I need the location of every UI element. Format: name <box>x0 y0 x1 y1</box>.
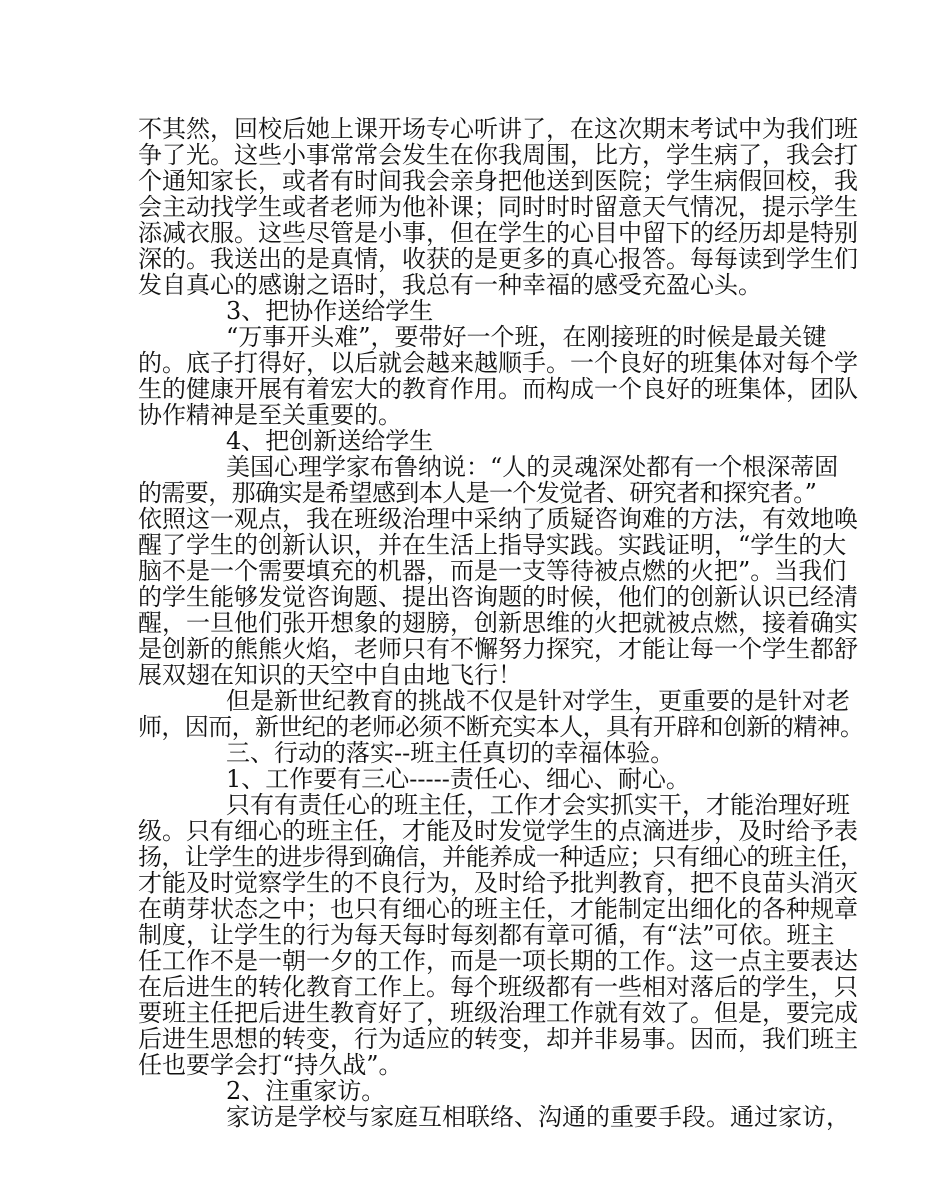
text-line: 依照这一观点，我在班级治理中采纳了质疑咨询难的方法，有效地唤 <box>138 505 858 533</box>
subsection-heading: 1、工作要有三心-----责任心、细心、耐心。 <box>226 765 690 793</box>
text-line: 不其然，回校后她上课开场专心听讲了，在这次期末考试中为我们班 <box>138 115 858 143</box>
text-line: 才能及时觉察学生的不良行为，及时给予批判教育，把不良苗头消灭 <box>138 869 858 897</box>
text-line: 生的健康开展有着宏大的教育作用。而构成一个良好的班集体，团队 <box>138 375 858 403</box>
text-line: 制度，让学生的行为每天每时每刻都有章可循，有“法”可依。班主 <box>138 921 835 949</box>
text-line: 深的。我送出的是真情，收获的是更多的真心报答。每每读到学生们 <box>138 245 858 273</box>
text-line: 脑不是一个需要填充的机器，而是一支等待被点燃的火把”。当我们 <box>138 557 847 585</box>
paragraph-start: 美国心理学家布鲁纳说：“人的灵魂深处都有一个根深蒂固 <box>226 453 839 481</box>
paragraph-start: 但是新世纪教育的挑战不仅是针对学生，更重要的是针对老 <box>226 687 850 715</box>
text-line: 的需要，那确实是希望感到本人是一个发觉者、研究者和探究者。” <box>138 479 817 507</box>
text-line: 任工作不是一朝一夕的工作，而是一项长期的工作。这一点主要表达 <box>138 947 858 975</box>
paragraph-start: “万事开头难”，要带好一个班，在刚接班的时候是最关键 <box>226 323 827 351</box>
section-heading: 4、把创新送给学生 <box>226 427 434 455</box>
text-line: 后进生思想的转变，行为适应的转变，却并非易事。因而，我们班主 <box>138 1025 858 1053</box>
text-line: 的学生能够发觉咨询题、提出咨询题的时候，他们的创新认识已经清 <box>138 583 858 611</box>
text-line: 是创新的熊熊火焰，老师只有不懈努力探究，才能让每一个学生都舒 <box>138 635 858 663</box>
paragraph-start: 只有有责任心的班主任，工作才会实抓实干，才能治理好班 <box>226 791 850 819</box>
text-line: 展双翅在知识的天空中自由地飞行！ <box>138 661 522 689</box>
subsection-heading: 2、注重家访。 <box>226 1077 386 1105</box>
text-line: 醒了学生的创新认识，并在生活上指导实践。实践证明，“学生的大 <box>138 531 847 559</box>
text-line: 醒，一旦他们张开想象的翅膀，创新思维的火把就被点燃，接着确实 <box>138 609 858 637</box>
paragraph-start: 家访是学校与家庭互相联络、沟通的重要手段。通过家访， <box>226 1103 850 1131</box>
document-body <box>138 115 864 1131</box>
section-heading: 3、把协作送给学生 <box>226 297 434 325</box>
section-heading: 三、行动的落实--班主任真切的幸福体验。 <box>226 739 675 767</box>
text-line: 协作精神是至关重要的。 <box>138 401 402 429</box>
text-line: 发自真心的感谢之语时，我总有一种幸福的感受充盈心头。 <box>138 271 762 299</box>
text-line: 在萌芽状态之中；也只有细心的班主任，才能制定出细化的各种规章 <box>138 895 858 923</box>
text-line: 师，因而，新世纪的老师必须不断充实本人，具有开辟和创新的精神。 <box>138 713 864 741</box>
text-line: 添减衣服。这些尽管是小事，但在学生的心目中留下的经历却是特别 <box>138 219 858 247</box>
text-line: 个通知家长，或者有时间我会亲身把他送到医院；学生病假回校，我 <box>138 167 858 195</box>
text-line: 级。只有细心的班主任，才能及时发觉学生的点滴进步，及时给予表 <box>138 817 858 845</box>
text-line: 争了光。这些小事常常会发生在你我周围，比方，学生病了，我会打 <box>138 141 858 169</box>
text-line: 要班主任把后进生教育好了，班级治理工作就有效了。但是，要完成 <box>138 999 858 1027</box>
text-line: 会主动找学生或者老师为他补课；同时时时留意天气情况，提示学生 <box>138 193 858 221</box>
text-line: 的。底子打得好，以后就会越来越顺手。一个良好的班集体对每个学 <box>138 349 858 377</box>
text-line: 扬，让学生的进步得到确信，并能养成一种适应；只有细心的班主任， <box>138 843 864 871</box>
text-line: 任也要学会打“持久战”。 <box>138 1051 403 1079</box>
text-line: 在后进生的转化教育工作上。每个班级都有一些相对落后的学生，只 <box>138 973 858 1001</box>
